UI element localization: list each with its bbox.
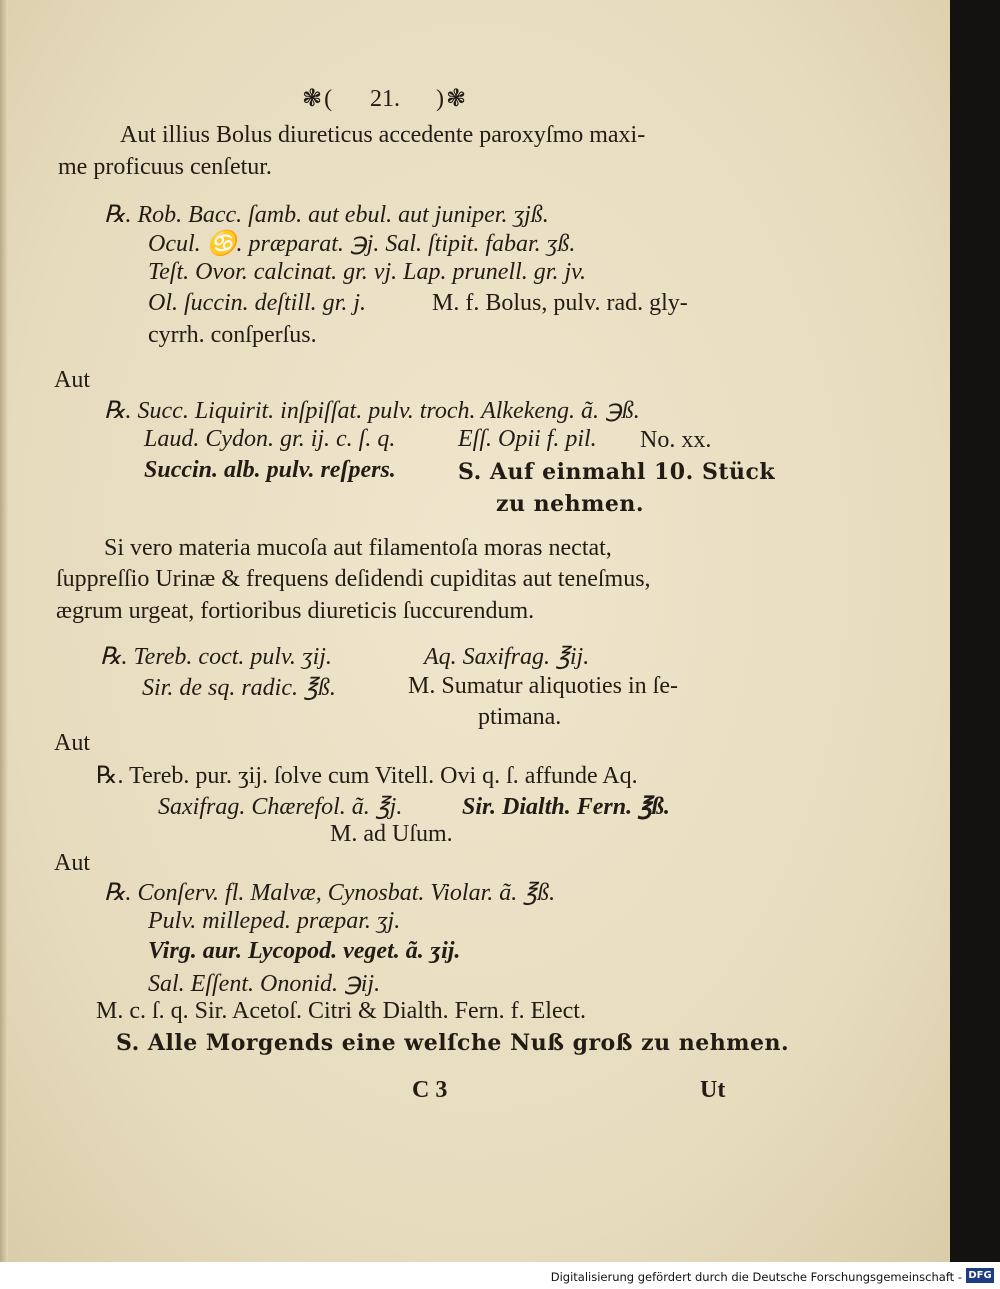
footer-bar — [0, 1262, 1000, 1289]
text-line: Aut illius Bolus diureticus accedente paroxyſmo maxi- — [120, 122, 646, 148]
recipe-line: M. f. Bolus, pulv. rad. gly- — [432, 290, 688, 316]
recipe-instruction: S. Alle Morgends eine welſche Nuß groß zu nehmen. — [116, 1030, 790, 1056]
recipe-line: Aq. Saxifrag. ℥ij. — [424, 644, 590, 670]
text-line: Si vero materia mucoſa aut filamentoſa moras nectat, — [104, 535, 612, 561]
recipe-line: Succin. alb. pulv. reſpers. — [144, 457, 396, 483]
header-ornament-left: ❃( — [302, 86, 335, 112]
recipe-line: M. ad Uſum. — [330, 821, 453, 847]
recipe-line: ℞. Succ. Liquirit. inſpiſſat. pulv. troch. Alkekeng. ã. ℈ß. — [104, 398, 640, 424]
text-line: me proficuus cenſetur. — [58, 154, 272, 180]
recipe-line: ℞. Tereb. pur. ʒij. ſolve cum Vitell. Ovi q. ſ. affunde Aq. — [96, 763, 638, 789]
recipe-instruction: S. Auf einmahl 10. Stück — [458, 459, 776, 485]
recipe-line: ℞. Rob. Bacc. ſamb. aut ebul. aut juniper. ʒjß. — [104, 202, 549, 228]
recipe-line: ℞. Conſerv. fl. Malvæ, Cynosbat. Violar. ã. ℥ß. — [104, 880, 556, 906]
text-line: ſuppreſſio Urinæ & frequens deſidendi cupiditas aut teneſmus, — [56, 566, 651, 592]
footer-credit: Digitalisierung gefördert durch die Deutsche Forschungsgemeinschaft - — [550, 1270, 962, 1284]
aut-label: Aut — [54, 850, 90, 876]
recipe-line: Teſt. Ovor. calcinat. gr. vj. Lap. prunell. gr. jv. — [148, 259, 586, 285]
recipe-line: Saxifrag. Chærefol. ã. ℥j. — [158, 794, 403, 820]
scan-border — [950, 0, 1000, 1262]
catchword: Ut — [700, 1077, 726, 1103]
page-spine-shadow — [0, 0, 8, 1262]
aut-label: Aut — [54, 730, 90, 756]
header-ornament-right: )❃ — [436, 86, 469, 112]
recipe-line: Ol. ſuccin. deſtill. gr. j. — [148, 290, 366, 316]
aut-label: Aut — [54, 367, 90, 393]
recipe-instruction: zu nehmen. — [496, 491, 645, 517]
recipe-line: No. xx. — [640, 427, 712, 453]
recipe-line: Eſſ. Opii f. pil. — [458, 426, 597, 452]
text-line: ægrum urgeat, fortioribus diureticis ſuccurendum. — [56, 598, 535, 624]
dfg-logo-icon: DFG — [966, 1268, 994, 1283]
recipe-line: M. Sumatur aliquoties in ſe- — [408, 673, 678, 699]
recipe-line: cyrrh. conſperſus. — [148, 322, 317, 348]
recipe-line: Virg. aur. Lycopod. veget. ã. ʒij. — [148, 938, 461, 964]
recipe-line: Sal. Eſſent. Ononid. ℈ij. — [148, 971, 381, 997]
signature-mark: C 3 — [412, 1077, 448, 1103]
recipe-line: ℞. Tereb. coct. pulv. ʒij. — [100, 644, 332, 670]
recipe-line: Pulv. milleped. præpar. ʒj. — [148, 908, 401, 934]
recipe-line: Ocul. ♋. præparat. ℈j. Sal. ſtipit. fabar. ʒß. — [148, 231, 576, 257]
recipe-line: Sir. de sq. radic. ℥ß. — [142, 675, 336, 701]
recipe-line: Laud. Cydon. gr. ij. c. ſ. q. — [144, 426, 396, 452]
recipe-line: ptimana. — [478, 704, 562, 730]
page-number: 21. — [370, 86, 400, 112]
recipe-line: Sir. Dialth. Fern. ℥ß. — [462, 794, 670, 820]
text-line: M. c. ſ. q. Sir. Acetoſ. Citri & Dialth. Fern. f. Elect. — [96, 998, 586, 1024]
